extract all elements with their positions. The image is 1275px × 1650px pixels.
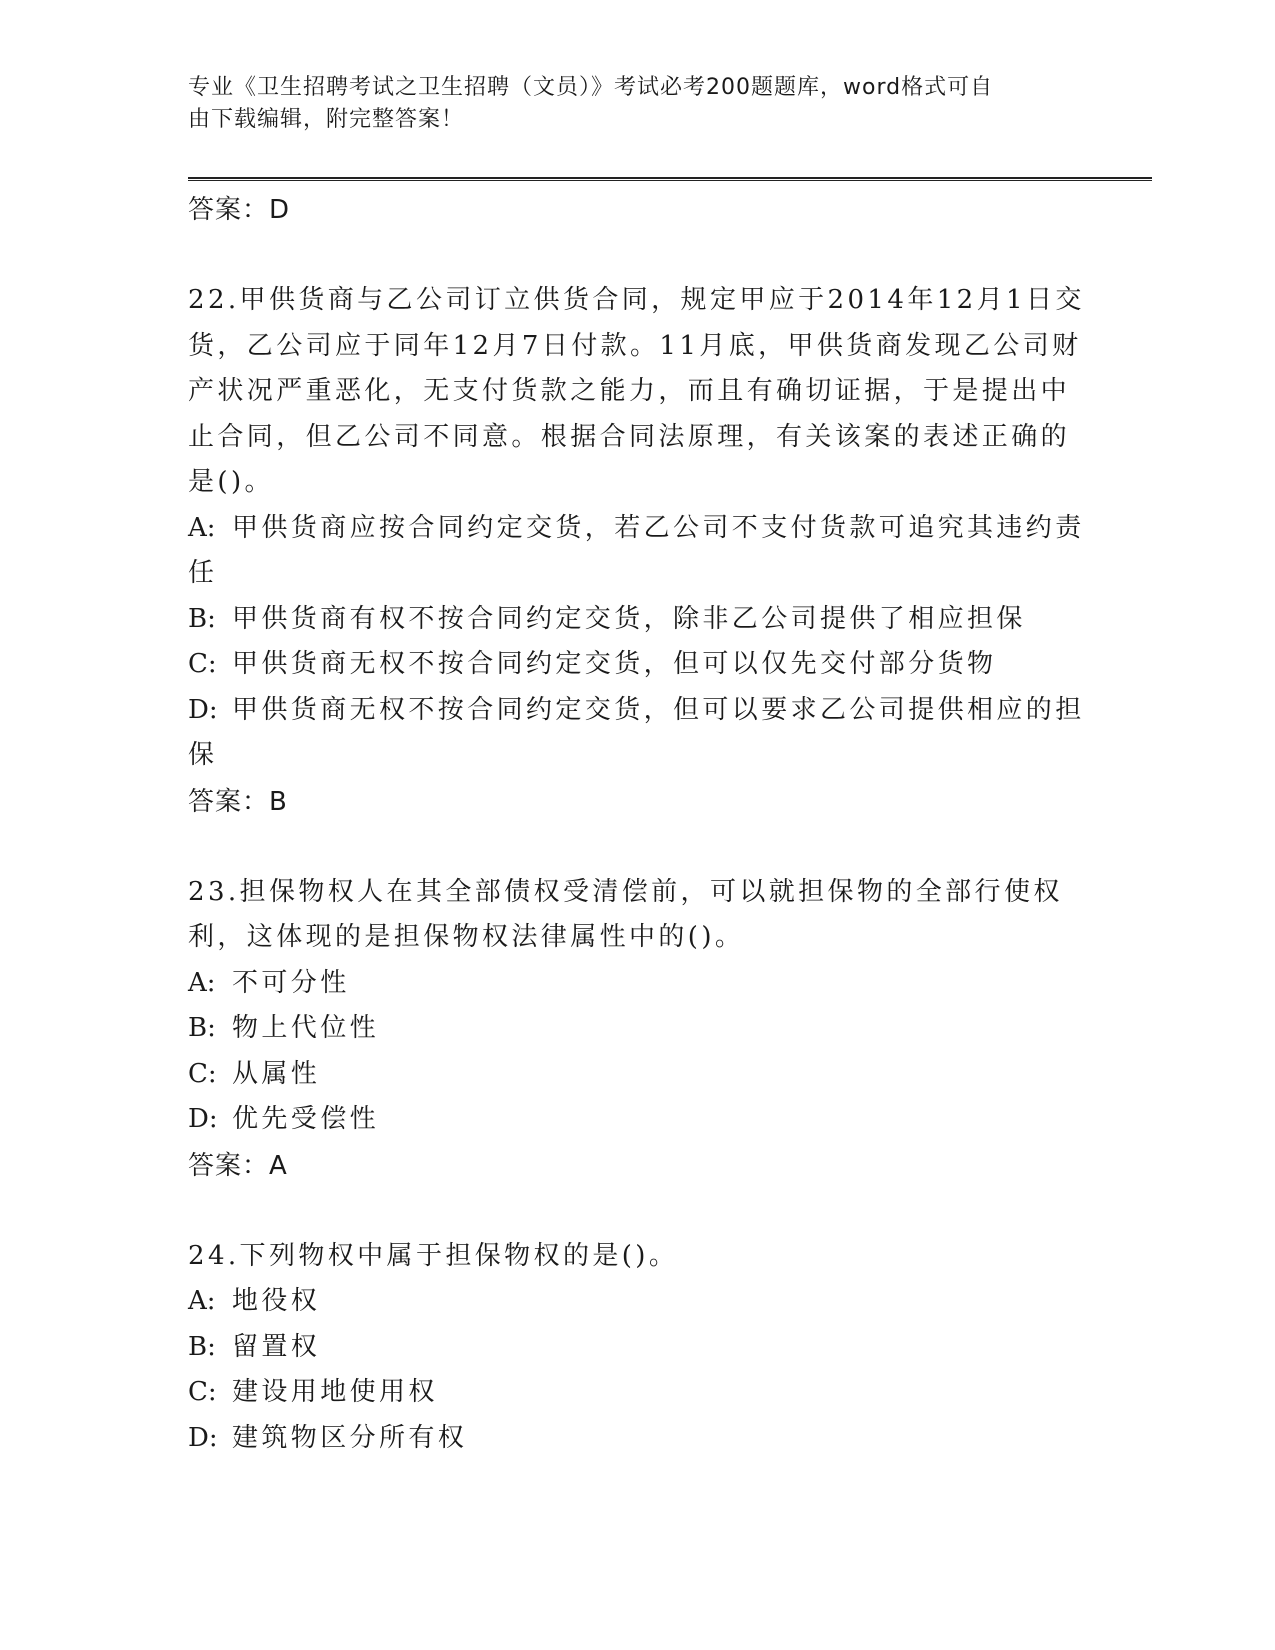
option-c	[188, 642, 1088, 688]
option-label: D:	[188, 1422, 218, 1453]
option-label: D:	[188, 1104, 218, 1134]
question-block-24	[188, 1234, 1088, 1462]
option-text: 留置权	[232, 1331, 321, 1362]
option-d	[188, 688, 1088, 779]
question-text: 23.担保物权人在其全部债权受清偿前，可以就担保物的全部行使权利，这体现的是担保物权法律属性中的()。	[188, 876, 1063, 952]
option-label: B:	[188, 603, 216, 634]
option-label: C:	[188, 1377, 217, 1407]
spacer	[188, 1189, 1088, 1234]
option-label: A:	[188, 1286, 216, 1316]
header-line-2: 由下载编辑，附完整答案！	[188, 107, 465, 132]
option-text: 甲供货商无权不按合同约定交货，但可以仅先交付部分货物	[232, 649, 997, 679]
option-label: B:	[188, 1331, 216, 1362]
spacer	[188, 825, 1088, 870]
option-text: 建筑物区分所有权	[232, 1422, 468, 1453]
option-b	[188, 597, 1088, 643]
header-divider	[188, 177, 1152, 181]
option-label: C:	[188, 649, 217, 679]
option-label: A:	[188, 967, 216, 998]
option-text: 甲供货商无权不按合同约定交货，但可以要求乙公司提供相应的担保	[188, 694, 1085, 770]
previous-answer: 答案：D	[188, 195, 291, 225]
option-d	[188, 1416, 1088, 1462]
question-block-23	[188, 870, 1088, 1189]
header-line-1: 专业《卫生招聘考试之卫生招聘（文员）》考试必考200题题库，word格式可自	[188, 75, 994, 100]
option-text: 物上代位性	[232, 1013, 380, 1043]
option-text: 不可分性	[232, 967, 350, 998]
answer-line: 答案：B	[188, 786, 288, 817]
question-block-22	[188, 278, 1088, 825]
option-text: 优先受偿性	[232, 1104, 380, 1134]
option-d	[188, 1097, 1088, 1143]
option-a	[188, 506, 1088, 597]
option-a	[188, 1279, 1088, 1325]
option-label: C:	[188, 1058, 217, 1089]
option-b	[188, 1006, 1088, 1052]
question-text: 22.甲供货商与乙公司订立供货合同，规定甲应于2014年12月1日交货，乙公司应于同年12月7日付款。11月底，甲供货商发现乙公司财产状况严重恶化，无支付货款之能力，而且有确切证据，于是提出中止合同，但乙公司不同意。根据合同法原理，有关该案的表述正确的是()。	[188, 285, 1085, 497]
document-header	[188, 72, 1068, 136]
document-body	[188, 187, 1088, 1461]
option-label: A:	[188, 512, 216, 543]
option-label: B:	[188, 1013, 216, 1043]
option-text: 地役权	[232, 1286, 321, 1316]
option-text: 甲供货商应按合同约定交货，若乙公司不支付货款可追究其违约责任	[188, 512, 1085, 588]
option-text: 甲供货商有权不按合同约定交货，除非乙公司提供了相应担保	[232, 603, 1026, 634]
option-text: 建设用地使用权	[232, 1377, 438, 1407]
spacer	[188, 233, 1088, 278]
option-c	[188, 1052, 1088, 1098]
option-text: 从属性	[232, 1058, 321, 1089]
question-text: 24.下列物权中属于担保物权的是()。	[188, 1240, 679, 1271]
option-c	[188, 1370, 1088, 1416]
answer-line: 答案：A	[188, 1150, 288, 1181]
option-label: D:	[188, 694, 218, 725]
option-b	[188, 1325, 1088, 1371]
option-a	[188, 961, 1088, 1007]
